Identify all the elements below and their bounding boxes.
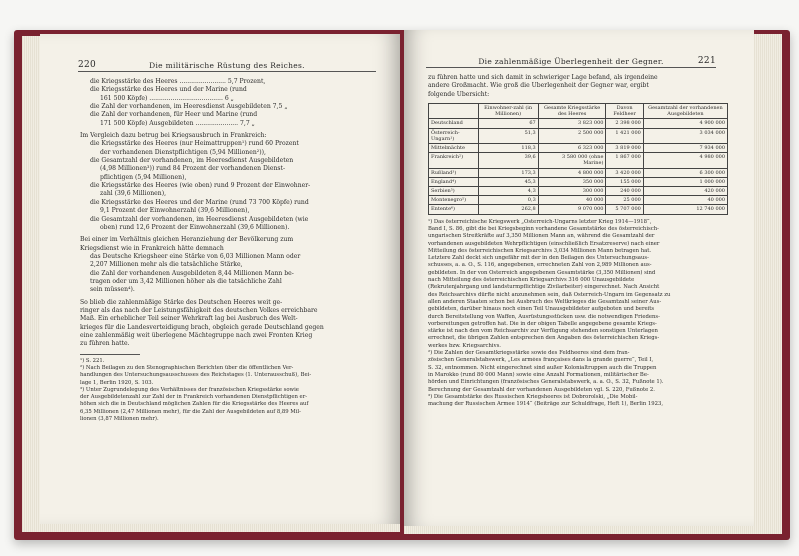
text-line: die Kriegsstärke des Heeres und der Marine (rund [90,86,247,94]
footnote: gebildeten, darüber hinaus noch einen Teil Unausgebildeter aufgeboten und bereits [428,306,655,313]
footnote: des Reichsarchivs dürfte nicht anzunehmen sein, daß Österreich-Ungarn im Gegensatz zu [428,291,671,298]
table-row [429,187,728,196]
table-cell: Deutschland [429,119,479,128]
table-header-cell: Gesamtzahl der vorhandenen Ausgebildeten [643,104,727,119]
text-line: (4,98 Millionen³)) rund 84 Prozent der vorhandenen Dienst- [100,165,286,173]
comparison-table [428,103,728,215]
text-line: 2,207 Millionen mehr als die tatsächliche Stärke, [90,261,243,269]
table-cell: 4,3 [478,187,538,196]
footnote: stärke ist nach den vom Reichsarchiv zur Verfügung stehenden sonstigen Unterlagen [428,328,658,335]
table-cell: 51,3 [478,128,538,143]
left-running-head [78,60,376,72]
table-cell: 4 980 000 [643,153,727,168]
table-cell: 25 000 [606,196,643,205]
text-line: Bei einer im Verhältnis gleichen Heranziehung der Bevölkerung zum [80,236,294,244]
table-cell: 5 707 000 [606,205,643,214]
footnote: ²) Die Zahlen der Gesamtkriegsstärke sowie des Feldheeres sind dem fran- [428,350,630,357]
left-page-number: 220 [78,60,97,70]
text-line: andere Großmacht. Wie groß die Überlegenheit der Gegner war, ergibt [428,82,649,90]
table-cell: 39,6 [478,153,538,168]
footnote: handlungen des Untersuchungsausschusses des Reichstages (1. Unterausschuß), Bei- [80,372,312,379]
footnote: ³) Die Gesamtstärke des Russischen Kriegsheeres ist Dobrorolski, „Die Mobil- [428,393,638,400]
footnote: machung der Russischen Armee 1914“ (Beiträge zur Schuldfrage, Heft 1), Berlin 1923, [428,401,664,408]
footnote: schusses, a. a. O., S. 116, angegebenen, errechneten Zahl von 2,989 Millionen aus- [428,262,652,269]
table-row [429,153,728,168]
footnote: durch Bereitstellung von Waffen, Ausrüstungsstücken usw. die notwendigen Friedens- [428,313,660,320]
table-cell: 12 740 000 [643,205,727,214]
footnote: nach Mitteilung des österreichischen Kriegsarchivs 316 000 Unausgebildete [428,277,635,284]
table-cell: 67 [478,119,538,128]
table-row [429,119,728,128]
text-line: die Gesamtzahl der vorhandenen, im Heeresdienst Ausgebildeten (wie [90,215,309,223]
footnote: höhen sich die in Deutschland möglichen Zahlen für die Kriegsstärke des Heeres auf [80,401,309,408]
table-cell: 1 421 000 [606,128,643,143]
text-line: die Gesamtzahl der vorhandenen, im Heeresdienst Ausgebildeten [90,157,294,165]
text-line: So blieb die zahlenmäßige Stärke des Deutschen Heeres weit ge- [80,298,283,306]
table-cell: 350 000 [538,177,606,186]
footnote: vorhandenen ausgebildeten Wehrpflichtigen (einschließlich Ersatzreserve) nach einer [428,240,660,247]
table-cell: 0,3 [478,196,538,205]
text-line: 171 500 Köpfe) Ausgebildeten ...................... 7,7 „ [100,119,255,127]
text-line: die Kriegsstärke des Heeres und der Marine (rund 73 700 Köpfe) rund [90,198,309,206]
footnote: zösischen Generalstabswerk, „Les armées françaises dans la grande guerre“, Teil I, [428,357,654,364]
text-line: oben) rund 12,6 Prozent der Einwohnerzahl (39,6 Millionen). [100,223,290,231]
text-line: die Kriegsstärke des Heeres (wie oben) rund 9 Prozent der Einwohner- [90,182,311,190]
footnote: ²) Nach Beilagen zu den Stenographischen Berichten über die öffentlichen Ver- [80,364,294,371]
footnote: ¹) Das österreichische Kriegswerk „Österreich-Ungarns letzter Krieg 1914—1918“, [428,218,652,225]
table-cell: 2 500 000 [538,128,606,143]
footnote: vorbereitungen getroffen hat. Die in der obigen Tabelle angegebene gesamte Kriegs- [428,320,657,327]
table-cell: 2 398 000 [606,119,643,128]
table-header-cell: Einwohner-zahl (in Millionen) [478,104,538,119]
footnote: S. 32, entnommen. Nicht eingerechnet sind außer Kolonialtruppen auch die Truppen [428,364,657,371]
table-cell: 3 420 000 [606,168,643,177]
footnote: lionen (3,87 Millionen mehr). [80,416,159,423]
footnote: 6,35 Millionen (2,47 Millionen mehr), für die Zahl der Ausgebildeten auf 8,89 Mil- [80,408,301,415]
footnote: errechnet, die übrigen Zahlen entsprechen den Angaben des österreichischen Kriegs- [428,335,660,342]
footnote: allen anderen Staaten schon bei Ausbruch des Weltkrieges die Gesamtzahl seiner Aus- [428,298,662,305]
text-line: folgende Übersicht: [428,90,490,98]
table-header-cell: Davon Feldheer [606,104,643,119]
table-cell: 1 000 000 [643,177,727,186]
left-running-title: Die militärische Rüstung des Reiches. [149,61,305,70]
table-cell: 1 867 000 [606,153,643,168]
table-row [429,205,728,214]
table-cell: 4 900 000 [643,119,727,128]
footnote: lage 1, Berlin 1920, S. 103. [80,379,154,386]
table-cell: 420 000 [643,187,727,196]
table-cell: 240 000 [606,187,643,196]
text-line: Im Vergleich dazu betrug bei Kriegsausbruch in Frankreich: [80,132,267,140]
table-cell: 3 580 000 (ohne Marine) [538,153,606,168]
left-body-text [80,78,376,423]
table-cell: Entente⁶) [429,205,479,214]
table-cell: Österreich-Ungarn¹) [429,128,479,143]
table-cell: 9 070 000 [538,205,606,214]
right-page [404,30,754,526]
right-running-head [426,56,716,68]
table-row [429,144,728,153]
table-cell: England⁴) [429,177,479,186]
table-cell: 300 000 [538,187,606,196]
table-row [429,128,728,143]
footnote: Band I, S. 86, gibt die bei Kriegsbeginn vorhandene Gesamtstärke des österreichisch- [428,225,659,232]
text-line: eine zahlenmäßig weit überlegene Mächtegruppe nach zwei Fronten Krieg [80,331,313,339]
footnote: ungarischen Streitkräfte auf 3,350 Millionen Mann an, während die Gesamtzahl der [428,233,655,240]
table-cell: 3 823 000 [538,119,606,128]
text-line: tragen oder um 3,42 Millionen höher als die tatsächliche Zahl [90,277,282,285]
table-cell: 7 934 000 [643,144,727,153]
footnote: in Marokko (rund 80 000 Mann) sowie eine Anzahl Formationen, militärischer Be- [428,371,649,378]
right-page-number: 221 [697,56,716,66]
text-line: die Zahl der vorhandenen, im Heeresdienst Ausgebildeten 7,5 „ [90,103,288,111]
text-line: die Kriegsstärke des Heeres (nur Heimattruppen¹) rund 60 Prozent [90,140,299,148]
text-line: 9,1 Prozent der Einwohnerzahl (39,6 Millionen), [100,207,250,215]
text-line: krieges für die Landesverteidigung brach, obgleich gerade Deutschland gegen [80,323,324,331]
footnote: Mitteilung des österreichischen Kriegsarchivs 3,034 Millionen Mann betragen hat. [428,247,652,254]
left-page [40,34,400,524]
text-line: die Kriegsstärke des Heeres ........................ 5,7 Prozent, [90,78,266,85]
table-cell: 4 800 000 [538,168,606,177]
table-row [429,168,728,177]
table-cell: Rußland³) [429,168,479,177]
text-line: zu führen hatte. [80,340,130,348]
footnote: ¹) S. 221. [80,357,105,364]
table-cell: 173,3 [478,168,538,177]
text-line: zahl (39,6 Millionen), [100,190,167,198]
footnote: (Rekrutenjahrgang und landsturmpflichtige Zivilarbeiter) eingerechnet. Nach Ansicht [428,284,660,291]
text-line: die Zahl der vorhandenen Ausgebildeten 8,44 Millionen Mann be- [90,269,294,277]
table-cell: 40 000 [643,196,727,205]
table-cell: 45,3 [478,177,538,186]
table-header-cell [429,104,479,119]
footnote: der Ausgebildetenzahl zur Zahl der in Frankreich vorhandenen Dienstpflichtigen er- [80,394,308,401]
table-header-cell: Gesamte Kriegsstärke des Heeres [538,104,606,119]
table-cell: 6 323 000 [538,144,606,153]
text-line: zu führen hatte und sich damit in schwieriger Lage befand, als irgendeine [428,74,658,81]
text-line: das Deutsche Kriegsheer eine Stärke von 6,03 Millionen Mann oder [90,252,301,260]
text-line: 161 500 Köpfe) ...................................... 6 „ [100,94,234,102]
table-row [429,177,728,186]
table-cell: 118,3 [478,144,538,153]
text-line: Kriegsdienst wie in Frankreich hätte demnach [80,244,224,252]
text-line: sein müssen⁴). [90,286,135,294]
text-line: der vorhandenen Dienstpflichtigen (5,94 Millionen²)), [100,148,266,156]
table-cell: Frankreich²) [429,153,479,168]
text-line: pflichtigen (5,94 Millionen), [100,173,187,181]
footnote: werkes bzw. Kriegsarchivs. [428,342,501,349]
table-cell: 40 000 [538,196,606,205]
footnote: ³) Unter Zugrundelegung des Verhältnisses der französischen Kriegsstärke sowie [80,386,299,393]
text-line: die Zahl der vorhandenen, für Heer und Marine (rund [90,111,258,119]
text-line: ringer als das nach der Leistungsfähigkeit des deutschen Volkes erreichbare [80,306,318,314]
table-header-row [429,104,728,119]
table-row [429,196,728,205]
right-body-text [428,74,728,408]
table-cell: Serbien⁵) [429,187,479,196]
footnote: Berechnung der Gesamtzahl der vorhandenen Ausgebildeten vgl. S. 220, Fußnote 2. [428,386,655,393]
table-cell: Montenegro⁵) [429,196,479,205]
table-cell: Mittelmächte [429,144,479,153]
text-line: Maß. Ein erheblicher Teil seiner Wehrkraft lag bei Ausbruch des Welt- [80,315,298,323]
right-running-title: Die zahlenmäßige Überlegenheit der Gegner. [478,57,664,66]
table-cell: 6 300 000 [643,168,727,177]
footnote: Letztere Zahl deckt sich ungefähr mit der in den Beilagen des Untersuchungsaus- [428,255,649,262]
footnote-separator [80,354,140,355]
footnote: gebildeten. In der von Österreich angegebenen Gesamtstärke (3,350 Millionen) sind [428,269,656,276]
table-cell: 3 819 000 [606,144,643,153]
footnote: hörden und Einrichtungen (französisches Generalstabswerk, a. a. O., S. 32, Fußnote 1). [428,379,664,386]
table-cell: 3 034 000 [643,128,727,143]
table-cell: 155 000 [606,177,643,186]
table-cell: 262,8 [478,205,538,214]
